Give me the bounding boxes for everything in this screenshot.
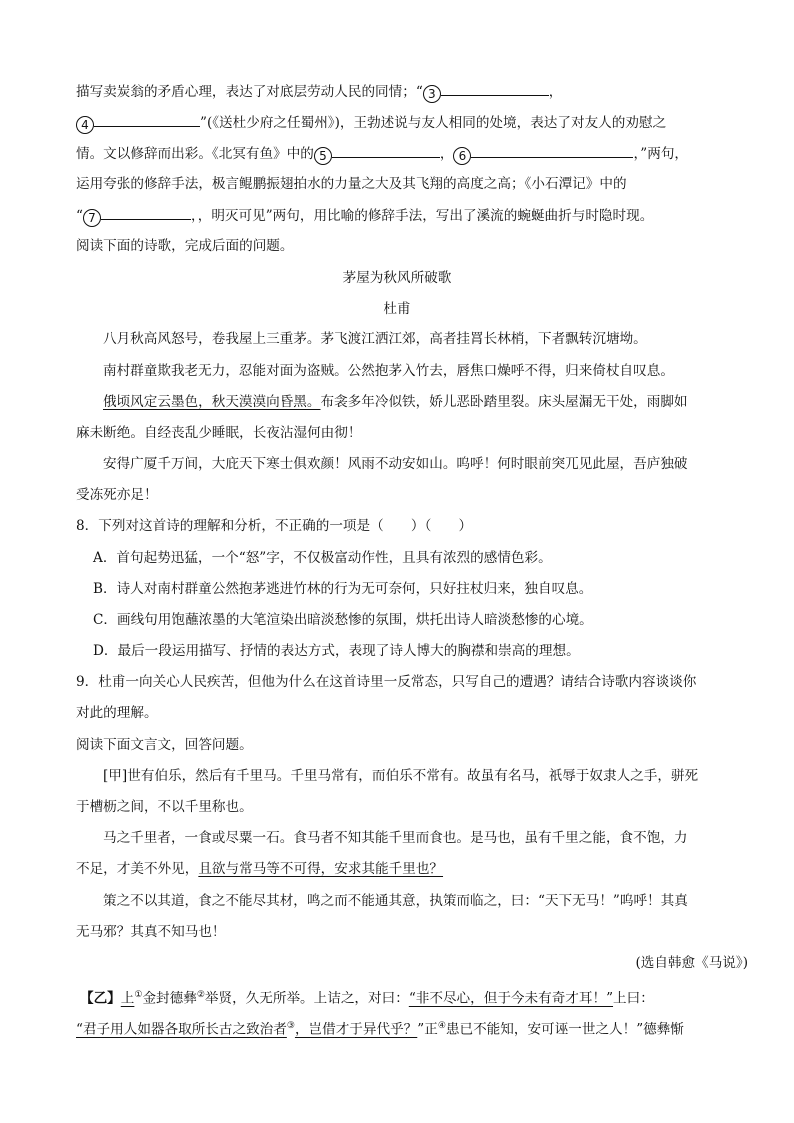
intro-line-4: 运用夸张的修辞手法，极言鲲鹏振翅拍水的力量之大及其飞翔的高度之高；《小石潭记》中的 <box>76 176 627 192</box>
answer-blank-5[interactable] <box>332 143 440 158</box>
underlined-sentence: “非不尽心，但于今未有奇才耳！” <box>408 990 614 1007</box>
classical-instruction: 阅读下面文言文，回答问题。 <box>76 737 253 753</box>
circled-number-3: 3 <box>423 85 441 103</box>
circled-number-4: 4 <box>76 116 94 134</box>
poem-title: 茅屋为秋风所破歌 <box>342 270 452 286</box>
poem-instruction: 阅读下面的诗歌，完成后面的问题。 <box>76 238 294 254</box>
answer-blank-7[interactable] <box>101 205 191 220</box>
circled-number-5: 5 <box>314 147 332 165</box>
poem-stanza-4-line-2: 受冻死亦足！ <box>76 487 158 503</box>
circled-number-6: 6 <box>453 147 471 165</box>
question-8-stem: 8．下列对这首诗的理解和分析，不正确的一项是（ ）（ ） <box>76 518 473 534</box>
source-citation: (选自韩愈《马说》) <box>635 955 748 971</box>
intro-line-1: 描写卖炭翁的矛盾心理，表达了对底层劳动人民的同情；“ 3 ， <box>76 81 752 103</box>
question-8-option-a[interactable]: A．首句起势迅猛，一个“怒”字，不仅极富动作性，且具有浓烈的感情色彩。 <box>93 550 552 566</box>
underlined-sentence: “君子用人如器各取所长古之致治者 <box>76 1021 287 1038</box>
underlined-sentence: 且欲与常马等不可得，安求其能千里也？ <box>198 861 444 877</box>
poem-stanza-3-line-1: 俄顷风定云墨色，秋天漠漠向昏黑。布衾多年冷似铁，娇儿恶卧踏里裂。床头屋漏无干处，雨脚如 <box>103 394 688 410</box>
poem-stanza-1: 八月秋高风怒号，卷我屋上三重茅。茅飞渡江洒江郊，高者挂罥长林梢，下者飘转沉塘坳。 <box>103 331 647 347</box>
intro-line-2: 4 ”(《送杜少府之任蜀州》)，王勃述说与友人相同的处境，表达了对友人的劝慰之 <box>76 112 752 134</box>
question-8-option-b[interactable]: B．诗人对南村群童公然抱茅逃进竹林的行为无可奈何，只好拄杖归来，独自叹息。 <box>93 581 593 597</box>
yi-para-line-2: “君子用人如器各取所长古之致治者③，岂借才于异代乎？”正④患已不能知，安可诬一世之人！”德彝惭 <box>76 1021 684 1038</box>
jia-para-3-line-1: 策之不以其道，食之不能尽其材，鸣之而不能通其意，执策而临之，曰：“天下无马！”呜呼！其真 <box>103 893 688 909</box>
question-9-line-2: 对此的理解。 <box>76 705 158 721</box>
answer-blank-4[interactable] <box>94 112 200 127</box>
circled-number-7: 7 <box>83 209 101 227</box>
answer-blank-3[interactable] <box>441 81 549 96</box>
poem-stanza-2: 南村群童欺我老无力，忍能对面为盗贼。公然抱茅入竹去，唇焦口燥呼不得，归来倚杖自叹息。 <box>103 363 674 379</box>
intro-line-3: 情。文以修辞而出彩。《北冥有鱼》中的 5 ， 6 ，”两句， <box>76 143 752 165</box>
jia-para-3-line-2: 无马邪？其真不知马也！ <box>76 924 226 940</box>
poem-stanza-3-line-2: 麻未断绝。自经丧乱少睡眠，长夜沾湿何由彻！ <box>76 425 362 441</box>
jia-para-1-line-2: 于槽枥之间，不以千里称也。 <box>76 799 253 815</box>
answer-blank-6[interactable] <box>471 143 633 158</box>
yi-para-line-1: 【乙】上①金封德彝②举贤，久无所举。上诘之，对曰：“非不尽心，但于今未有奇才耳！”上曰： <box>80 990 654 1007</box>
yi-tag: 【乙】 <box>80 990 121 1007</box>
intro-line-5: “ 7 ，，明灭可见”两句，用比喻的修辞手法，写出了溪流的蜿蜒曲折与时隐时现。 <box>76 205 752 227</box>
question-8-option-d[interactable]: D．最后一段运用描写、抒情的表达方式，表现了诗人博大的胸襟和崇高的理想。 <box>93 643 580 659</box>
question-9-line-1: 9．杜甫一向关心人民疾苦，但他为什么在这首诗里一反常态，只写自己的遭遇？请结合诗歌内容谈谈你 <box>76 674 697 690</box>
jia-para-1-line-1: [甲]世有伯乐，然后有千里马。千里马常有，而伯乐不常有。故虽有名马，祇辱于奴隶人之手，骈死 <box>103 768 699 784</box>
poem-author: 杜甫 <box>383 301 411 317</box>
poem-stanza-4-line-1: 安得广厦千万间，大庇天下寒士俱欢颜！风雨不动安如山。呜呼！何时眼前突兀见此屋，吾庐独破 <box>103 456 688 472</box>
question-8-option-c[interactable]: C．画线句用饱蘸浓墨的大笔渲染出暗淡愁惨的氛围，烘托出诗人暗淡愁惨的心境。 <box>93 612 593 628</box>
jia-para-2-line-2: 不足，才美不外见，且欲与常马等不可得，安求其能千里也？ <box>76 861 444 877</box>
jia-para-2-line-1: 马之千里者，一食或尽粟一石。食马者不知其能千里而食也。是马也，虽有千里之能，食不饱，力 <box>103 830 688 846</box>
underlined-sentence: 俄顷风定云墨色，秋天漠漠向昏黑。 <box>103 394 321 410</box>
